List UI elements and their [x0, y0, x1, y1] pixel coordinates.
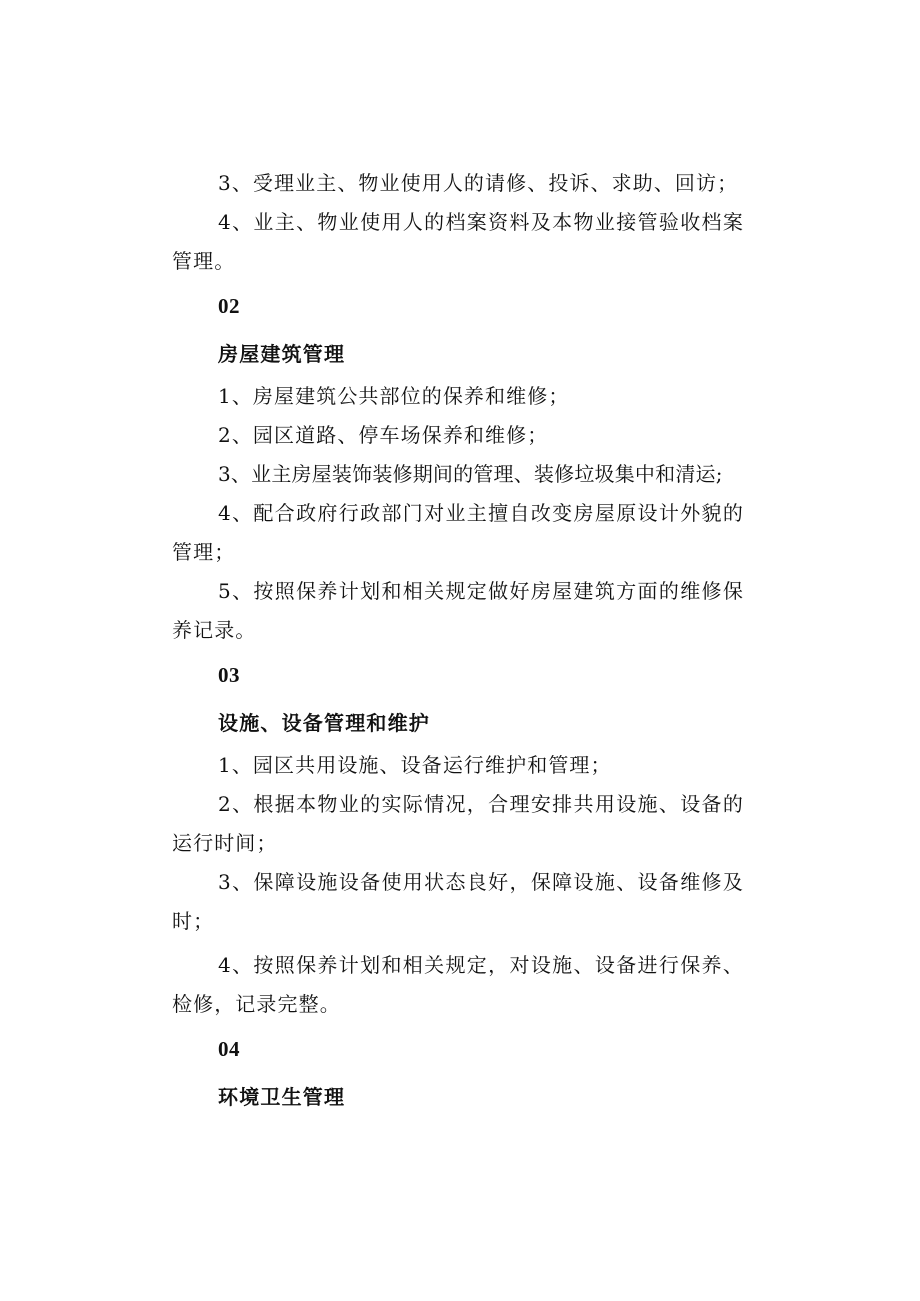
facility-item-4: 4、按照保养计划和相关规定，对设施、设备进行保养、检修，记录完整。 [172, 953, 744, 1016]
intro-item-3: 3、受理业主、物业使用人的请修、投诉、求助、回访； [218, 171, 739, 195]
intro-item-4: 4、业主、物业使用人的档案资料及本物业接管验收档案管理。 [172, 210, 744, 273]
section-title-facility-management: 设施、设备管理和维护 [218, 711, 430, 735]
section-number-02: 02 [218, 294, 240, 318]
building-item-1: 1、房屋建筑公共部位的保养和维修； [218, 384, 570, 408]
section-number-04: 04 [218, 1037, 240, 1061]
section-number-03: 03 [218, 663, 240, 687]
building-item-3: 3、业主房屋装饰装修期间的管理、装修垃圾集中和清运; [218, 462, 723, 486]
building-item-4: 4、配合政府行政部门对业主擅自改变房屋原设计外貌的管理； [172, 501, 744, 564]
section-title-building-management: 房屋建筑管理 [218, 342, 346, 366]
document-body [172, 164, 744, 1120]
facility-item-1: 1、园区共用设施、设备运行维护和管理； [218, 753, 612, 777]
building-item-5: 5、按照保养计划和相关规定做好房屋建筑方面的维修保养记录。 [172, 579, 744, 642]
building-item-2: 2、园区道路、停车场保养和维修； [218, 423, 549, 447]
section-title-environmental-sanitation: 环境卫生管理 [218, 1085, 346, 1109]
facility-item-3: 3、保障设施设备使用状态良好，保障设施、设备维修及时； [172, 870, 744, 933]
facility-item-2: 2、根据本物业的实际情况，合理安排共用设施、设备的运行时间； [172, 792, 744, 855]
